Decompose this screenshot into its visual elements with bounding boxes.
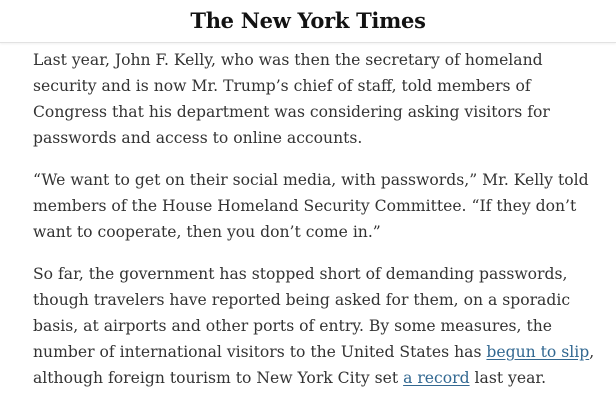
- article-body: [33, 47, 603, 407]
- begun-to-slip-link[interactable]: begun to slip: [486, 343, 590, 361]
- text-segment: last year.: [469, 369, 547, 387]
- paragraph-3: [33, 261, 603, 391]
- paragraph-line: Congress that his department was considering asking visitors for: [33, 103, 550, 121]
- text-segment: ,: [589, 343, 595, 361]
- text-segment: although foreign tourism to New York City set: [33, 369, 404, 387]
- paragraph-line: passwords and access to online accounts.: [33, 129, 363, 147]
- a-record-link[interactable]: a record: [403, 369, 470, 387]
- paragraph-line: Last year, John F. Kelly, who was then the secretary of homeland: [33, 51, 543, 69]
- paragraph-line: So far, the government has stopped short of demanding passwords,: [33, 265, 568, 283]
- paragraph-line-with-link: [33, 365, 603, 391]
- paragraph-line-with-link: [33, 339, 603, 365]
- text-segment: number of international visitors to the United States has: [33, 343, 487, 361]
- paragraph-2: [33, 167, 603, 245]
- paragraph-line: “We want to get on their social media, with passwords,” Mr. Kelly told: [33, 171, 589, 189]
- nyt-logo[interactable]: The New York Times: [190, 8, 426, 33]
- paragraph-line: though travelers have reported being asked for them, on a sporadic: [33, 291, 571, 309]
- masthead: [0, 0, 616, 43]
- paragraph-line: members of the House Homeland Security Committee. “If they don’t: [33, 197, 577, 215]
- paragraph-line: basis, at airports and other ports of entry. By some measures, the: [33, 317, 553, 335]
- paragraph-line: want to cooperate, then you don’t come in.”: [33, 223, 381, 241]
- paragraph-1: [33, 47, 603, 151]
- paragraph-line: security and is now Mr. Trump’s chief of staff, told members of: [33, 77, 531, 95]
